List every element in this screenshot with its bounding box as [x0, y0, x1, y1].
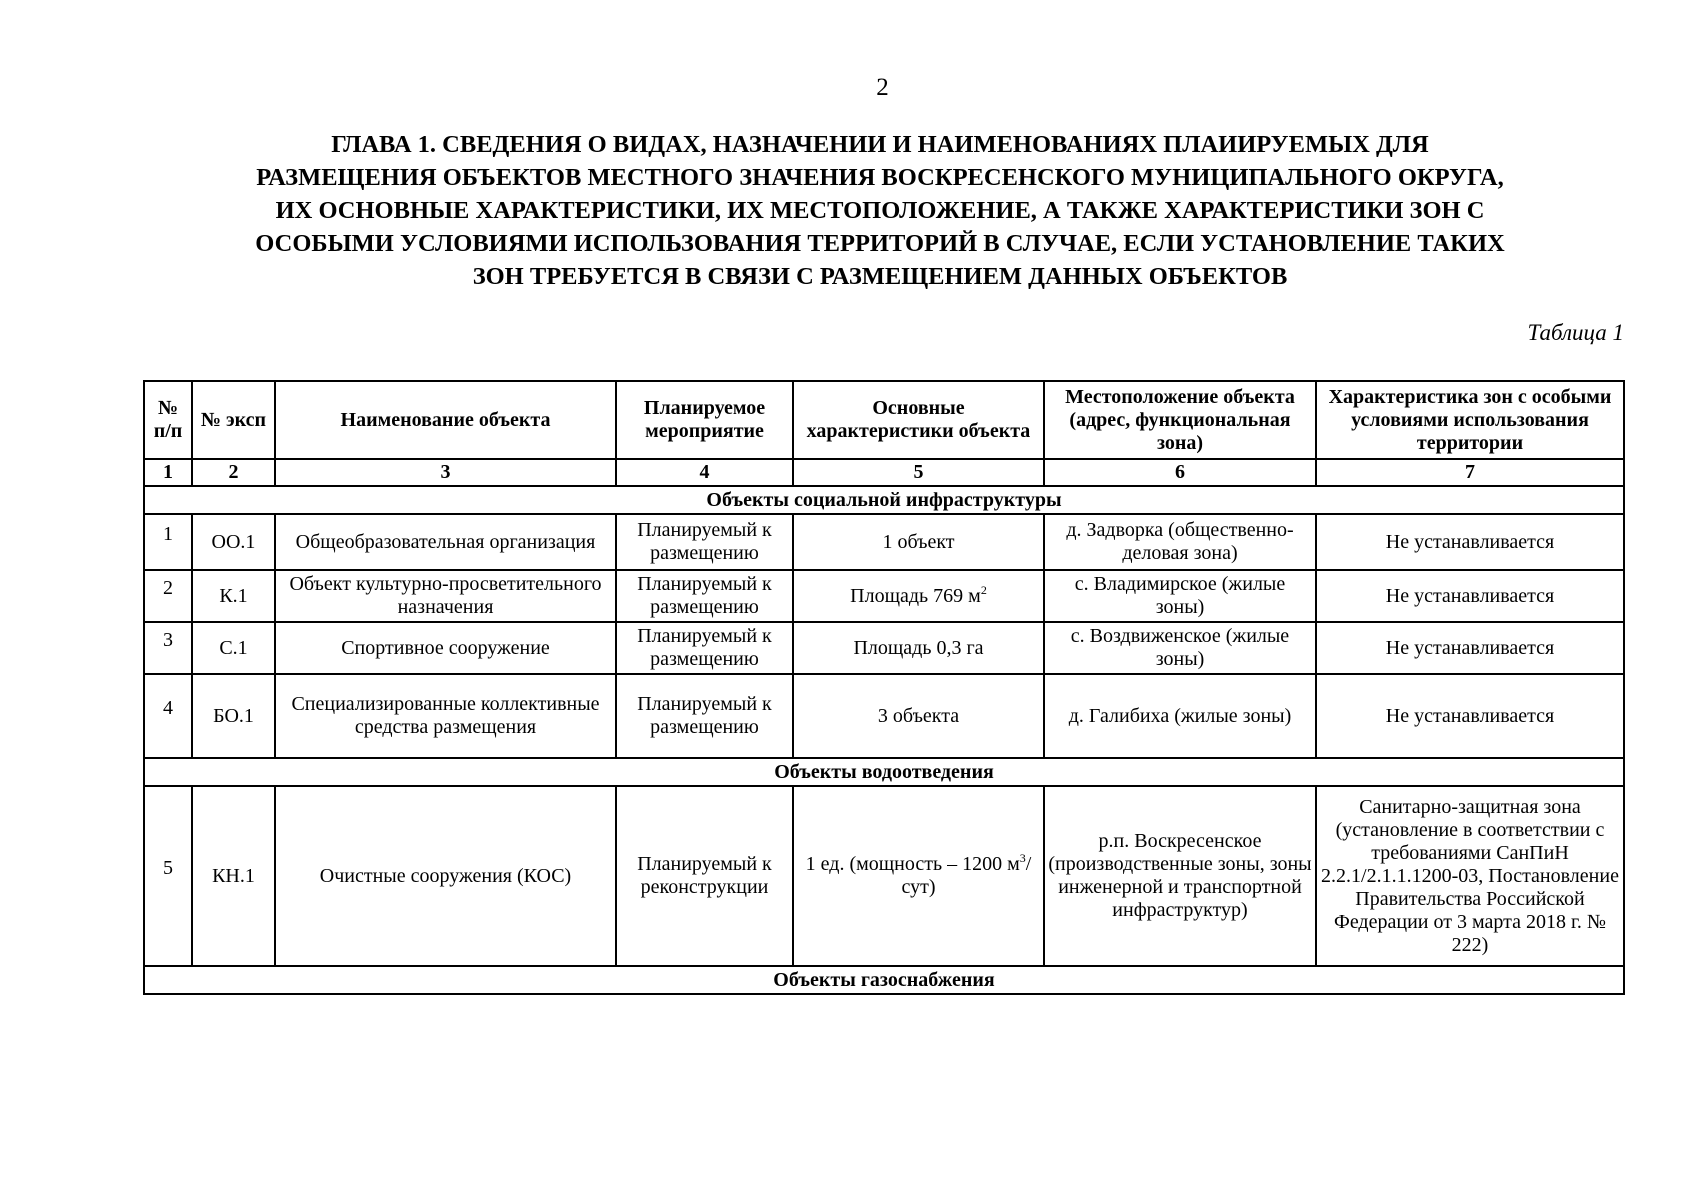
row-name: Объект культурно-просветительного назначения — [275, 570, 616, 622]
section-title: Объекты газоснабжения — [144, 966, 1624, 994]
column-number: 6 — [1044, 459, 1316, 486]
row-name: Спортивное сооружение — [275, 622, 616, 674]
column-number: 5 — [793, 459, 1044, 486]
chapter-title-line: ГЛАВА 1. СВЕДЕНИЯ О ВИДАХ, НАЗНАЧЕНИИ И НАИМЕНОВАНИЯХ ПЛАИИРУЕМЫХ ДЛЯ — [331, 131, 1429, 158]
row-index: 2 — [144, 570, 192, 622]
table-row — [144, 622, 1624, 674]
row-action: Планируемый к размещению — [616, 622, 793, 674]
column-number: 7 — [1316, 459, 1624, 486]
table-row — [144, 514, 1624, 570]
row-location: д. Галибиха (жилые зоны) — [1044, 674, 1316, 758]
header-cell: Планируемое мероприятие — [616, 381, 793, 459]
row-index: 4 — [144, 674, 192, 758]
row-action: Планируемый к размещению — [616, 674, 793, 758]
row-index: 3 — [144, 622, 192, 674]
page-number: 2 — [876, 74, 889, 101]
row-action: Планируемый к реконструкции — [616, 786, 793, 966]
row-main: 3 объекта — [793, 674, 1044, 758]
chapter-title-line: ИХ ОСНОВНЫЕ ХАРАКТЕРИСТИКИ, ИХ МЕСТОПОЛОЖЕНИЕ, А ТАКЖЕ ХАРАКТЕРИСТИКИ ЗОН С — [275, 197, 1485, 224]
row-location: р.п. Воскресенское (производственные зоны, зоны инженерной и транспортной инфраструктур) — [1044, 786, 1316, 966]
row-code: К.1 — [192, 570, 275, 622]
header-cell: Основные характеристики объекта — [793, 381, 1044, 459]
table-row — [144, 674, 1624, 758]
row-name: Общеобразовательная организация — [275, 514, 616, 570]
row-zone: Не устанавливается — [1316, 674, 1624, 758]
section-title: Объекты социальной инфраструктуры — [144, 486, 1624, 514]
row-main: 1 объект — [793, 514, 1044, 570]
section-row-water — [144, 758, 1624, 786]
column-number: 2 — [192, 459, 275, 486]
row-name: Очистные сооружения (КОС) — [275, 786, 616, 966]
row-zone: Не устанавливается — [1316, 514, 1624, 570]
row-zone: Не устанавливается — [1316, 622, 1624, 674]
objects-table — [143, 380, 1625, 995]
header-cell: Местоположение объекта (адрес, функциональная зона) — [1044, 381, 1316, 459]
section-row-gas — [144, 966, 1624, 994]
column-number: 3 — [275, 459, 616, 486]
header-cell: Характеристика зон с особыми условиями использования территории — [1316, 381, 1624, 459]
row-code: С.1 — [192, 622, 275, 674]
row-location: с. Владимирское (жилые зоны) — [1044, 570, 1316, 622]
section-title: Объекты водоотведения — [144, 758, 1624, 786]
chapter-title-line: ЗОН ТРЕБУЕТСЯ В СВЯЗИ С РАЗМЕЩЕНИЕМ ДАННЫХ ОБЪЕКТОВ — [472, 263, 1288, 290]
table-row — [144, 786, 1624, 966]
row-location: д. Задворка (общественно-деловая зона) — [1044, 514, 1316, 570]
chapter-title — [150, 128, 1610, 293]
row-location: с. Воздвиженское (жилые зоны) — [1044, 622, 1316, 674]
row-action: Планируемый к размещению — [616, 570, 793, 622]
row-code: КН.1 — [192, 786, 275, 966]
row-index: 5 — [144, 786, 192, 966]
row-main: Площадь 769 $м^2$ — [793, 570, 1044, 622]
header-cell: № п/п — [144, 381, 192, 459]
column-number: 4 — [616, 459, 793, 486]
table-caption: Таблица 1 — [1527, 320, 1624, 345]
row-zone: Санитарно-защитная зона (установление в соответствии с требованиями СанПиН 2.2.1/2.1.1.1200-03, Постановление Правительства Российской Федерации от 3 марта 2018 г. № 222) — [1316, 786, 1624, 966]
row-code: БО.1 — [192, 674, 275, 758]
row-main: Площадь 0,3 га — [793, 622, 1044, 674]
header-cell: № эксп — [192, 381, 275, 459]
row-name: Специализированные коллективные средства размещения — [275, 674, 616, 758]
row-index: 1 — [144, 514, 192, 570]
row-zone: Не устанавливается — [1316, 570, 1624, 622]
section-row-social — [144, 486, 1624, 514]
column-number: 1 — [144, 459, 192, 486]
row-code: ОО.1 — [192, 514, 275, 570]
column-number-row — [144, 459, 1624, 486]
chapter-title-line: РАЗМЕЩЕНИЯ ОБЪЕКТОВ МЕСТНОГО ЗНАЧЕНИЯ ВОСКРЕСЕНСКОГО МУНИЦИПАЛЬНОГО ОКРУГА, — [256, 164, 1504, 191]
chapter-title-line: ОСОБЫМИ УСЛОВИЯМИ ИСПОЛЬЗОВАНИЯ ТЕРРИТОРИЙ В СЛУЧАЕ, ЕСЛИ УСТАНОВЛЕНИЕ ТАКИХ — [255, 230, 1505, 257]
row-action: Планируемый к размещению — [616, 514, 793, 570]
header-cell: Наименование объекта — [275, 381, 616, 459]
table-header-row — [144, 381, 1624, 459]
row-main: 1 ед. (мощность – 1200 $м^3/сут$) — [793, 786, 1044, 966]
table-row — [144, 570, 1624, 622]
